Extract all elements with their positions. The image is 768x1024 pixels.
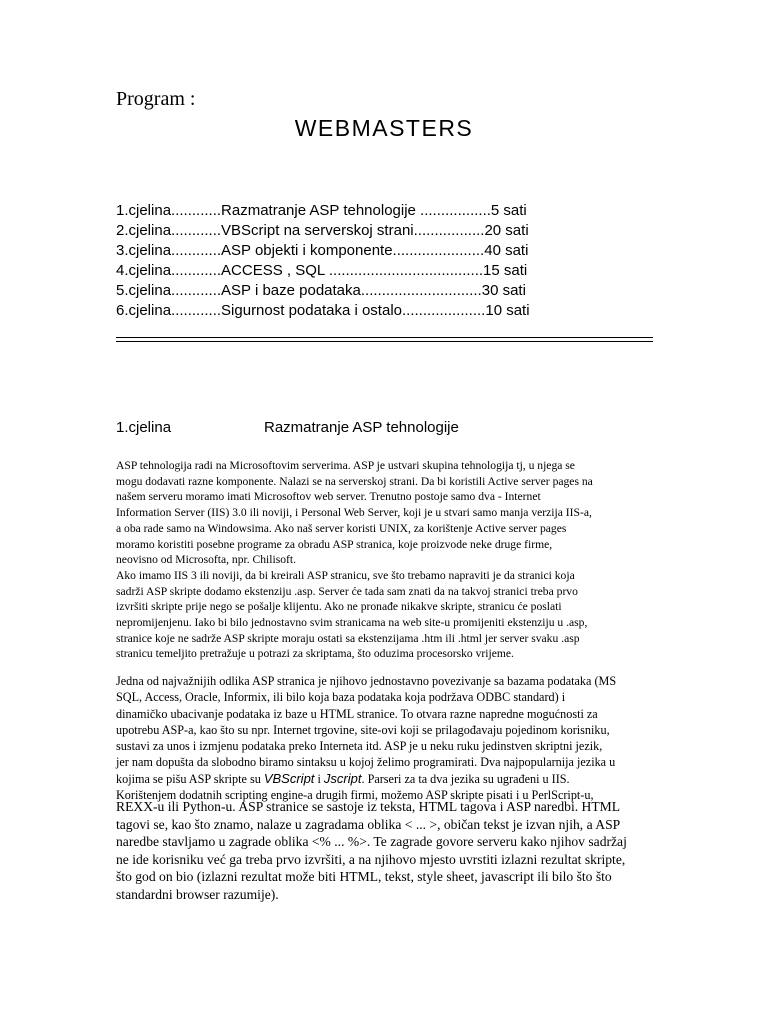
text-line — [116, 771, 656, 787]
text-line: Korištenjem dodatnih scripting engine-a drugih firmi, možemo ASP skripte pisati i u PerlScript-u, — [116, 788, 594, 803]
text-line: sustavi za unos i izmjenu podataka preko Interneta itd. ASP je u neku ruku jedinstven skriptni jezik, — [116, 739, 603, 754]
section-title: Razmatranje ASP tehnologije — [264, 419, 459, 436]
text-line: jer nam dopušta da slobodno biramo sintaksu u kojoj želimo programirati. Dva najpopularnija jezika u — [116, 755, 616, 770]
paragraph — [116, 458, 656, 662]
toc-item: 1.cjelina............Razmatranje ASP tehnologije .................5 sati — [116, 202, 527, 219]
toc-item: 6.cjelina............Sigurnost podataka i ostalo....................10 sati — [116, 302, 530, 319]
toc-item: 4.cjelina............ACCESS , SQL .....................................15 sati — [116, 262, 528, 279]
text-line: upotrebu ASP-a, kao što su npr. Internet trgovine, site-ovi koji se prilagođavaju pojedinom korisniku, — [116, 722, 610, 737]
text-line: neovisno od Microsofta, npr. Chilisoft. — [116, 553, 297, 567]
toc-item: 3.cjelina............ASP objekti i komponente......................40 sati — [116, 242, 529, 259]
text-run: kojima se pišu ASP skripte su — [116, 771, 264, 786]
section-heading — [116, 419, 459, 436]
document-title: WEBMASTERS — [294, 115, 474, 141]
text-line: Information Server (IIS) 3.0 ili noviji, i Personal Web Server, koji je u stvari samo manja verzija IIS-a, — [116, 506, 592, 520]
text-line: mogu dodavati razne komponente. Nalazi se na serverskoj strani. Da bi koristili Active server pages na — [116, 474, 593, 488]
text-line: stranice koje ne sadrže ASP skripte moraju ostati sa ekstenzijama .htm ili .html jer server svaku .asp — [116, 631, 580, 645]
text-line: moramo koristiti posebne programe za obradu ASP stranica, koje proizvode neke druge firme, — [116, 537, 553, 551]
text-line: sadrži ASP skripte dodamo ekstenziju .asp. Server će tada sam znati da na takvoj stranici treba prvo — [116, 584, 578, 598]
code-term: Jscript — [323, 770, 362, 786]
text-line: tagovi se, kao što znamo, nalaze u zagradama oblika < ... >, običan tekst je izvan njih, a ASP — [116, 816, 621, 832]
code-term: VBScript — [263, 770, 315, 786]
text-line: standardni browser razumije). — [116, 886, 279, 902]
text-line: naredbe stavljamo u zagrade oblika <% ... %>. Te zagrade govore serveru kako njihov sadržaj — [116, 834, 627, 849]
paragraph — [116, 798, 656, 903]
text-line: Jedna od najvažnijih odlika ASP stranica je njihovo jednostavno povezivanje sa bazama podataka (MS — [116, 674, 617, 688]
text-line: stranicu temeljito pretražuje u potrazi za skriptama, što oduzima procesorsko vrijeme. — [116, 647, 514, 661]
program-label: Program : — [116, 88, 196, 110]
divider-line — [116, 337, 653, 338]
text-line: dinamičko ubacivanje podataka iz baze u HTML stranice. To otvara razne napredne mogućnosti za — [116, 706, 598, 721]
toc-item: 2.cjelina............VBScript na serverskoj strani.................20 sati — [116, 222, 529, 239]
text-line: nepromijenjenu. Iako bi bilo jednostavno svim stranicama na web site-u promijeniti ekstenziju u .asp, — [116, 616, 588, 630]
text-line: SQL, Access, Oracle, Informix, ili bilo koja baza podataka koja podržava ODBC standard) i — [116, 690, 566, 705]
text-line: što god on bio (izlazni rezultat može biti HTML, tekst, style sheet, javascript ili bilo što što — [116, 869, 612, 884]
text-line: a oba rade samo na Windowsima. Ako naš server koristi UNIX, za korištenje Active server pages — [116, 521, 567, 535]
divider-line — [116, 341, 653, 342]
text-line: izvršiti skripte prije nego se pošalje klijentu. Ako ne pronađe nikakve skripte, stranicu će poslati — [116, 600, 562, 614]
text-line: ne ide korisniku već ga treba prvo izvršiti, a na njihovo mjesto uvrstiti izlazni rezultat skripte, — [116, 851, 626, 867]
toc-item: 5.cjelina............ASP i baze podataka.............................30 sati — [116, 282, 526, 299]
text-line: našem serveru moramo imati Microsoftov web server. Trenutno postoje samo dva - Internet — [116, 490, 541, 504]
text-line: Ako imamo IIS 3 ili noviji, da bi kreirali ASP stranicu, sve što trebamo napraviti je da stranici koja — [116, 568, 575, 582]
section-number: 1.cjelina — [116, 419, 172, 436]
text-line: REXX-u ili Python-u. ASP stranice se sastoje iz teksta, HTML tagova i ASP naredbi. HTML — [116, 799, 621, 814]
paragraph — [116, 673, 656, 803]
text-run: i — [314, 771, 324, 786]
text-line: ASP tehnologija radi na Microsoftovim serverima. ASP je ustvari skupina tehnologija tj, u njega se — [116, 459, 575, 472]
table-of-contents — [116, 201, 530, 321]
text-run: . Parseri za ta dva jezika su ugrađeni u IIS. — [361, 771, 570, 786]
